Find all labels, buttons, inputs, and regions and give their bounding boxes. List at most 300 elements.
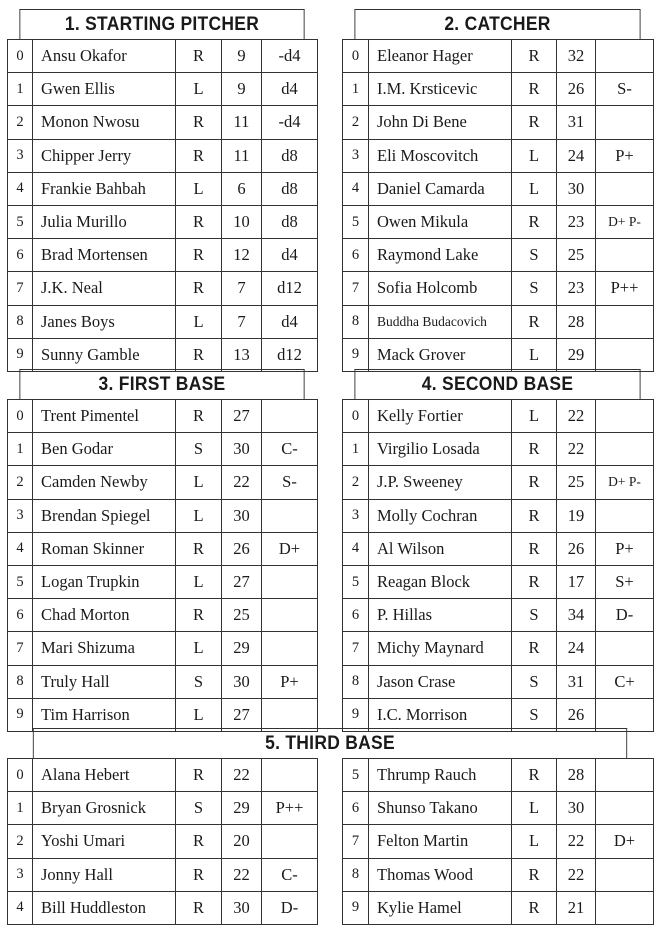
table-row [343, 172, 654, 205]
player-hand: R [512, 73, 557, 106]
player-hand: R [512, 532, 557, 565]
player-hand: S [512, 698, 557, 731]
table-row [8, 825, 654, 858]
player-note: P++ [596, 272, 654, 305]
table-row [8, 499, 318, 532]
player-note [596, 400, 654, 433]
player-name: Thrump Rauch [369, 759, 512, 792]
player-name: Julia Murillo [33, 205, 176, 238]
table-row [8, 532, 318, 565]
column-gap [318, 759, 343, 792]
player-note: P+ [262, 665, 318, 698]
player-number: 8 [343, 305, 369, 338]
player-value: 28 [557, 305, 596, 338]
player-value: 22 [557, 825, 596, 858]
player-hand: R [176, 891, 222, 924]
player-note: d4 [262, 239, 318, 272]
player-number: 1 [343, 73, 369, 106]
table-row [8, 665, 318, 698]
roster-table [342, 399, 654, 732]
player-number: 8 [8, 305, 33, 338]
player-value: 29 [557, 338, 596, 371]
player-number: 3 [8, 139, 33, 172]
player-name: Roman Skinner [33, 532, 176, 565]
table-row [343, 400, 654, 433]
player-name: I.C. Morrison [369, 698, 512, 731]
player-name: Tim Harrison [33, 698, 176, 731]
player-value: 22 [557, 433, 596, 466]
roster-table [342, 39, 654, 372]
column-gap [318, 792, 343, 825]
player-name: Mari Shizuma [33, 632, 176, 665]
player-hand: R [176, 858, 222, 891]
player-value: 27 [222, 565, 262, 598]
player-hand: L [176, 632, 222, 665]
player-number: 5 [8, 205, 33, 238]
table-row [8, 858, 654, 891]
player-note: d8 [262, 172, 318, 205]
player-hand: S [512, 272, 557, 305]
player-number: 8 [343, 665, 369, 698]
player-note [596, 891, 654, 924]
player-hand: L [512, 139, 557, 172]
player-name: Gwen Ellis [33, 73, 176, 106]
player-value: 30 [222, 433, 262, 466]
table-row [8, 792, 654, 825]
table-row [343, 239, 654, 272]
table-row [343, 40, 654, 73]
player-name: Shunso Takano [369, 792, 512, 825]
player-value: 23 [557, 205, 596, 238]
player-value: 22 [557, 400, 596, 433]
player-note [596, 632, 654, 665]
player-number: 9 [8, 338, 33, 371]
player-name: Ansu Okafor [33, 40, 176, 73]
player-note: C- [262, 858, 318, 891]
roster-table [7, 758, 654, 925]
player-number: 6 [343, 792, 369, 825]
player-note: D+ P- [596, 466, 654, 499]
player-value: 26 [557, 73, 596, 106]
player-name: Daniel Camarda [369, 172, 512, 205]
player-note [596, 40, 654, 73]
player-hand: R [512, 205, 557, 238]
player-number: 9 [343, 698, 369, 731]
column-gap [318, 891, 343, 924]
player-name: Felton Martin [369, 825, 512, 858]
column-gap [318, 825, 343, 858]
player-note [596, 338, 654, 371]
player-name: P. Hillas [369, 599, 512, 632]
player-value: 27 [222, 698, 262, 731]
player-number: 6 [343, 239, 369, 272]
player-note: d12 [262, 338, 318, 371]
player-hand: L [176, 73, 222, 106]
player-name: Raymond Lake [369, 239, 512, 272]
player-note [596, 858, 654, 891]
player-name: Eleanor Hager [369, 40, 512, 73]
player-name: Bryan Grosnick [33, 792, 176, 825]
player-hand: S [512, 599, 557, 632]
player-value: 6 [222, 172, 262, 205]
player-value: 31 [557, 106, 596, 139]
player-hand: L [176, 172, 222, 205]
player-hand: R [512, 466, 557, 499]
player-note [262, 499, 318, 532]
player-note: P+ [596, 532, 654, 565]
player-value: 22 [222, 466, 262, 499]
player-note: d8 [262, 139, 318, 172]
player-name: Sunny Gamble [33, 338, 176, 371]
catcher-panel [342, 9, 653, 372]
table-row [343, 466, 654, 499]
table-row [8, 599, 318, 632]
section-title: 1. STARTING PITCHER [19, 9, 304, 39]
player-note: C- [262, 433, 318, 466]
player-value: 22 [557, 858, 596, 891]
player-value: 17 [557, 565, 596, 598]
player-note [262, 698, 318, 731]
player-number: 8 [343, 858, 369, 891]
player-name: Brendan Spiegel [33, 499, 176, 532]
player-value: 25 [557, 239, 596, 272]
player-number: 1 [8, 73, 33, 106]
player-hand: R [176, 338, 222, 371]
player-note [596, 792, 654, 825]
player-number: 7 [8, 632, 33, 665]
table-row [8, 305, 318, 338]
player-name: Al Wilson [369, 532, 512, 565]
player-note [596, 433, 654, 466]
player-note: P++ [262, 792, 318, 825]
player-number: 0 [8, 40, 33, 73]
player-name: Chad Morton [33, 599, 176, 632]
player-number: 5 [343, 565, 369, 598]
table-row [8, 433, 318, 466]
table-row [343, 499, 654, 532]
player-hand: R [512, 565, 557, 598]
player-value: 29 [222, 792, 262, 825]
table-row [8, 759, 654, 792]
player-note: D- [262, 891, 318, 924]
player-hand: L [176, 305, 222, 338]
player-hand: R [512, 40, 557, 73]
player-note [262, 825, 318, 858]
player-note: D+ [262, 532, 318, 565]
player-value: 19 [557, 499, 596, 532]
player-number: 0 [343, 400, 369, 433]
column-gap [318, 858, 343, 891]
player-number: 2 [343, 466, 369, 499]
player-note [262, 565, 318, 598]
player-name: Buddha Budacovich [369, 305, 512, 338]
player-name: Janes Boys [33, 305, 176, 338]
player-number: 3 [8, 499, 33, 532]
player-hand: L [176, 565, 222, 598]
player-hand: R [512, 891, 557, 924]
player-number: 9 [343, 338, 369, 371]
player-name: Kelly Fortier [369, 400, 512, 433]
player-value: 10 [222, 205, 262, 238]
player-value: 12 [222, 239, 262, 272]
player-value: 22 [222, 858, 262, 891]
player-name: Camden Newby [33, 466, 176, 499]
player-name: Molly Cochran [369, 499, 512, 532]
player-value: 24 [557, 632, 596, 665]
table-row [8, 466, 318, 499]
table-row [8, 139, 318, 172]
player-value: 26 [222, 532, 262, 565]
player-hand: S [176, 433, 222, 466]
player-value: 30 [557, 172, 596, 205]
player-hand: R [176, 532, 222, 565]
player-number: 7 [343, 272, 369, 305]
player-note: d4 [262, 73, 318, 106]
player-number: 1 [343, 433, 369, 466]
player-hand: S [176, 665, 222, 698]
player-note: -d4 [262, 106, 318, 139]
player-hand: L [512, 172, 557, 205]
player-number: 4 [8, 172, 33, 205]
table-row [343, 205, 654, 238]
table-row [8, 73, 318, 106]
player-hand: R [176, 106, 222, 139]
player-value: 25 [557, 466, 596, 499]
player-name: Logan Trupkin [33, 565, 176, 598]
player-name: Yoshi Umari [33, 825, 176, 858]
table-row [343, 698, 654, 731]
player-name: Brad Mortensen [33, 239, 176, 272]
player-name: Jason Crase [369, 665, 512, 698]
table-row [343, 106, 654, 139]
player-note: S- [262, 466, 318, 499]
player-name: Reagan Block [369, 565, 512, 598]
player-value: 28 [557, 759, 596, 792]
player-number: 0 [8, 759, 33, 792]
player-number: 3 [343, 499, 369, 532]
player-number: 2 [8, 466, 33, 499]
player-value: 7 [222, 305, 262, 338]
player-value: 11 [222, 106, 262, 139]
player-name: J.P. Sweeney [369, 466, 512, 499]
player-number: 0 [343, 40, 369, 73]
player-number: 1 [8, 792, 33, 825]
player-name: Ben Godar [33, 433, 176, 466]
player-name: Owen Mikula [369, 205, 512, 238]
player-note: D+ P- [596, 205, 654, 238]
player-name: Monon Nwosu [33, 106, 176, 139]
player-number: 3 [8, 858, 33, 891]
player-name: Virgilio Losada [369, 433, 512, 466]
player-value: 30 [557, 792, 596, 825]
player-note [596, 106, 654, 139]
player-note: d4 [262, 305, 318, 338]
table-row [8, 205, 318, 238]
player-note: P+ [596, 139, 654, 172]
player-number: 4 [343, 172, 369, 205]
player-hand: S [512, 239, 557, 272]
player-number: 5 [8, 565, 33, 598]
player-hand: R [512, 858, 557, 891]
player-value: 32 [557, 40, 596, 73]
player-hand: R [176, 400, 222, 433]
player-number: 0 [8, 400, 33, 433]
player-note [596, 759, 654, 792]
player-number: 4 [343, 532, 369, 565]
player-number: 6 [8, 599, 33, 632]
player-hand: L [512, 792, 557, 825]
player-number: 9 [8, 698, 33, 731]
player-hand: R [176, 759, 222, 792]
player-name: Jonny Hall [33, 858, 176, 891]
table-row [343, 139, 654, 172]
player-note: d12 [262, 272, 318, 305]
roster-table [7, 399, 318, 732]
table-row [343, 665, 654, 698]
table-row [343, 599, 654, 632]
player-note: D- [596, 599, 654, 632]
player-value: 9 [222, 40, 262, 73]
player-hand: R [176, 239, 222, 272]
player-value: 30 [222, 665, 262, 698]
player-note [262, 599, 318, 632]
player-hand: L [176, 466, 222, 499]
player-hand: L [512, 400, 557, 433]
player-note [596, 698, 654, 731]
player-value: 21 [557, 891, 596, 924]
player-note [262, 400, 318, 433]
table-row [8, 106, 318, 139]
table-row [343, 73, 654, 106]
section-title: 3. FIRST BASE [19, 369, 304, 399]
player-note [262, 632, 318, 665]
player-hand: R [176, 205, 222, 238]
player-note: S+ [596, 565, 654, 598]
table-row [8, 891, 654, 924]
player-value: 27 [222, 400, 262, 433]
table-row [343, 433, 654, 466]
player-value: 22 [222, 759, 262, 792]
player-note: S- [596, 73, 654, 106]
player-name: Truly Hall [33, 665, 176, 698]
player-name: J.K. Neal [33, 272, 176, 305]
player-name: Thomas Wood [369, 858, 512, 891]
player-value: 25 [222, 599, 262, 632]
player-number: 4 [8, 532, 33, 565]
player-value: 26 [557, 698, 596, 731]
player-name: Chipper Jerry [33, 139, 176, 172]
table-row [343, 565, 654, 598]
player-number: 7 [343, 825, 369, 858]
player-hand: R [512, 106, 557, 139]
table-row [8, 338, 318, 371]
player-name: John Di Bene [369, 106, 512, 139]
starting-pitcher-panel [7, 9, 317, 372]
third-base-panel [7, 728, 653, 925]
player-hand: R [512, 499, 557, 532]
table-row [343, 532, 654, 565]
second-base-panel [342, 369, 653, 732]
player-name: Eli Moscovitch [369, 139, 512, 172]
player-name: I.M. Krsticevic [369, 73, 512, 106]
player-number: 4 [8, 891, 33, 924]
player-hand: R [176, 272, 222, 305]
table-row [8, 40, 318, 73]
section-title: 2. CATCHER [354, 9, 640, 39]
player-hand: R [176, 40, 222, 73]
player-hand: R [176, 599, 222, 632]
player-value: 13 [222, 338, 262, 371]
player-value: 31 [557, 665, 596, 698]
player-note [596, 305, 654, 338]
player-hand: R [176, 825, 222, 858]
player-name: Bill Huddleston [33, 891, 176, 924]
player-hand: R [512, 305, 557, 338]
player-number: 6 [8, 239, 33, 272]
player-hand: L [512, 825, 557, 858]
player-number: 5 [343, 759, 369, 792]
player-note [596, 172, 654, 205]
player-note [596, 239, 654, 272]
table-row [343, 305, 654, 338]
first-base-panel [7, 369, 317, 732]
table-row [8, 172, 318, 205]
player-note: C+ [596, 665, 654, 698]
table-row [8, 698, 318, 731]
player-hand: R [176, 139, 222, 172]
player-value: 26 [557, 532, 596, 565]
player-number: 8 [8, 665, 33, 698]
player-name: Kylie Hamel [369, 891, 512, 924]
table-row [343, 338, 654, 371]
player-name: Michy Maynard [369, 632, 512, 665]
table-row [8, 565, 318, 598]
player-hand: R [512, 433, 557, 466]
player-value: 34 [557, 599, 596, 632]
table-row [8, 239, 318, 272]
player-value: 11 [222, 139, 262, 172]
player-name: Trent Pimentel [33, 400, 176, 433]
player-hand: L [512, 338, 557, 371]
player-name: Mack Grover [369, 338, 512, 371]
table-row [8, 632, 318, 665]
player-value: 7 [222, 272, 262, 305]
player-number: 5 [343, 205, 369, 238]
table-row [8, 272, 318, 305]
section-title: 4. SECOND BASE [354, 369, 640, 399]
player-value: 30 [222, 891, 262, 924]
player-note: -d4 [262, 40, 318, 73]
player-note [262, 759, 318, 792]
player-value: 24 [557, 139, 596, 172]
player-value: 23 [557, 272, 596, 305]
player-note: D+ [596, 825, 654, 858]
player-note: d8 [262, 205, 318, 238]
player-hand: R [512, 759, 557, 792]
table-row [8, 400, 318, 433]
player-number: 2 [8, 106, 33, 139]
player-number: 1 [8, 433, 33, 466]
table-row [343, 272, 654, 305]
player-hand: L [176, 499, 222, 532]
player-number: 7 [8, 272, 33, 305]
player-hand: S [512, 665, 557, 698]
player-number: 3 [343, 139, 369, 172]
player-number: 2 [343, 106, 369, 139]
player-value: 9 [222, 73, 262, 106]
player-value: 29 [222, 632, 262, 665]
player-name: Alana Hebert [33, 759, 176, 792]
